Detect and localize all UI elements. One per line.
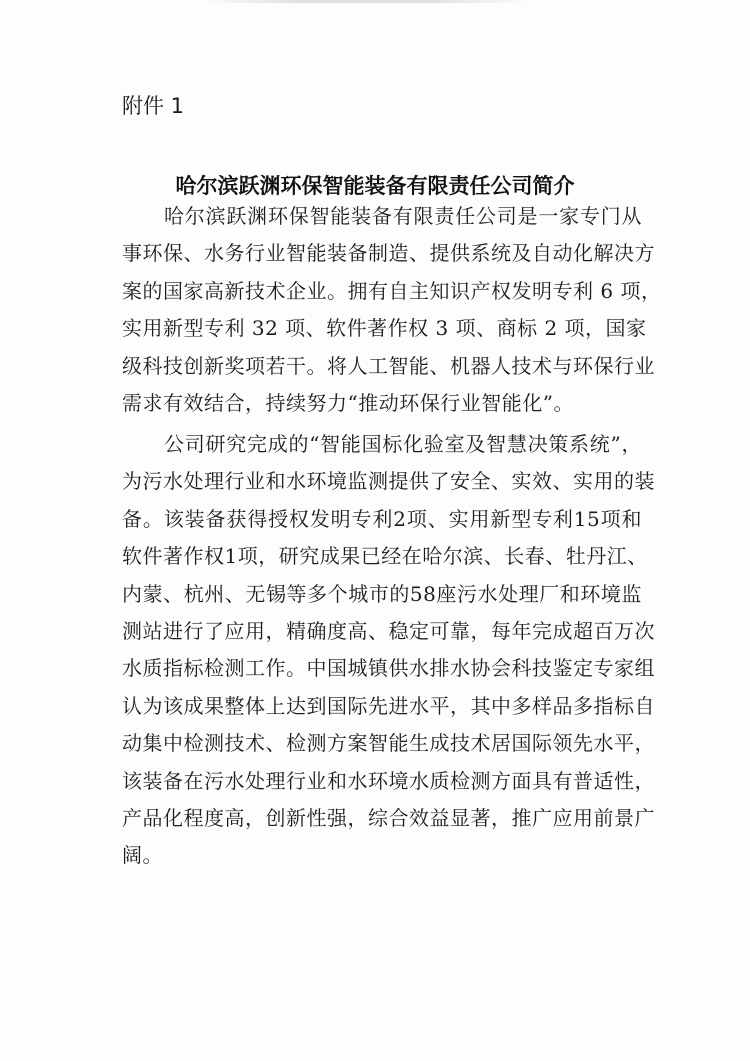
paragraph-line: 案的国家高新技术企业。拥有自主知识产权发明专利 6 项， [122, 278, 662, 303]
paragraph-line: 事环保、水务行业智能装备制造、提供系统及自动化解决方 [122, 241, 655, 266]
paragraph-company-intro [122, 198, 662, 422]
paragraph-line: 认为该成果整体上达到国际先进水平，其中多样品多指标自 [122, 693, 655, 718]
paragraph-line: 产品化程度高，创新性强，综合效益显著，推广应用前景广 [122, 805, 655, 830]
paragraph-line: 该装备在污水处理行业和水环境水质检测方面具有普适性， [122, 768, 655, 793]
paragraph-line: 实用新型专利 32 项、软件著作权 3 项、商标 2 项，国家 [122, 316, 647, 341]
paragraph-line: 测站进行了应用，精确度高、稳定可靠，每年完成超百万次 [122, 618, 655, 643]
document-title: 哈尔滨跃渊环保智能装备有限责任公司简介 [175, 173, 575, 198]
attachment-label: 附件 1 [122, 94, 185, 118]
paragraph-line: 为污水处理行业和水环境监测提供了安全、实效、实用的装 [122, 469, 655, 494]
paragraph-line: 哈尔滨跃渊环保智能装备有限责任公司是一家专门从 [164, 204, 642, 228]
paragraph-line: 水质指标检测工作。中国城镇供水排水协会科技鉴定专家组 [122, 656, 655, 681]
paragraph-line: 阔。 [122, 843, 163, 868]
paragraph-line: 公司研究完成的“智能国标化验室及智慧决策系统”， [164, 432, 642, 456]
paragraph-line: 软件著作权1项，研究成果已经在哈尔滨、长春、牡丹江、 [122, 544, 648, 569]
paragraph-line: 级科技创新奖项若干。将人工智能、机器人技术与环保行业 [122, 353, 655, 378]
paragraph-line: 备。该装备获得授权发明专利2项、实用新型专利15项和 [122, 506, 642, 531]
paragraph-line: 动集中检测技术、检测方案智能生成技术居国际领先水平， [122, 731, 655, 756]
paragraph-line: 内蒙、杭州、无锡等多个城市的58座污水处理厂和环境监 [122, 581, 642, 606]
scan-edge-artifact [200, 0, 530, 3]
paragraph-research-results [122, 426, 655, 875]
paragraph-line: 需求有效结合，持续努力“推动环保行业智能化”。 [122, 390, 574, 415]
